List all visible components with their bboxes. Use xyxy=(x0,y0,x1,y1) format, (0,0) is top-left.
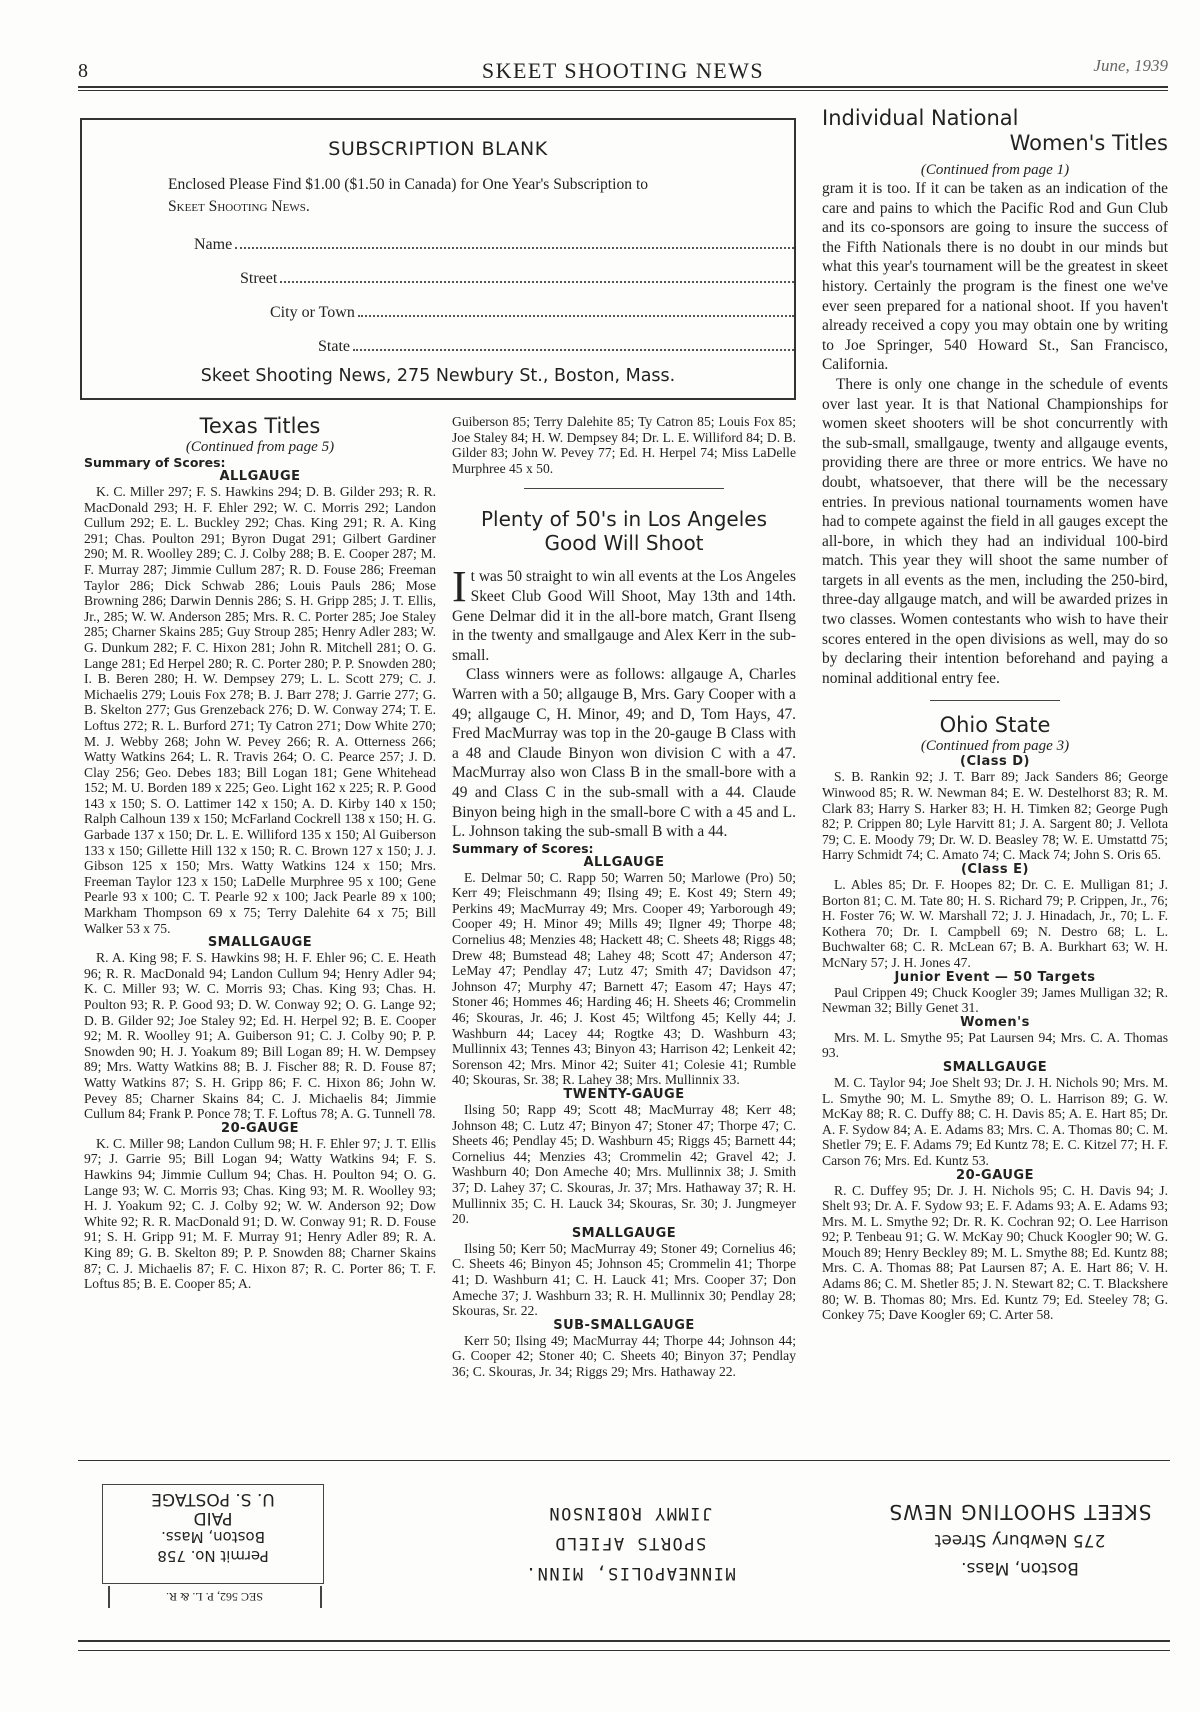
womens-title-line-2: Women's Titles xyxy=(1009,131,1168,155)
header-rule xyxy=(78,86,1168,91)
la-title: Plenty of 50's in Los Angeles Good Will Shoot xyxy=(480,507,768,556)
la-smallgauge-scores: Ilsing 50; Kerr 50; MacMurray 49; Stoner 49; Cornelius 46; C. Sheets 46; Binyon 45; Johnson 45; Crommelin 41; Thorpe 41; D. Washburn 41; C. H. Lauck 41; Mrs. Cooper 37; Don Ameche 37; J. Washburn 33; R. H. Mullinnix 30; Pendlay 28; Skouras, Sr. 22. xyxy=(452,1240,796,1319)
subscription-heading: SUBSCRIPTION BLANK xyxy=(328,138,548,160)
postal-section-label: SEC 562, P. L. & R. xyxy=(108,1586,322,1608)
ohio-title: Ohio State xyxy=(939,713,1051,738)
publication-name: Skeet Shooting News. xyxy=(168,198,310,215)
womens-paragraph-1: gram it is too. If it can be taken as an indication of the care and pains to which the Pacific Rod and Gun Club and its co-sponsors are going to insure the success of the Fifth Nationals there is no doubt in our minds but what this year's tournament will be the greatest in skeet history. Certainly the program is the finest one we've ever seen prepared for a national shoot. If you haven't already received a copy you may obtain one by writing to Joe Springer, 540 Howard St., San Francisco, California. xyxy=(822,180,1168,374)
texas-allgauge-label: ALLGAUGE xyxy=(219,469,301,484)
la-paragraph-2: Class winners were as follows: allgauge A, Charles Warren with a 50; allgauge B, Mrs. Gary Cooper with a 49; allgauge C, H. Minor, 49; and D, Tom Hays, 47. Fred MacMurray was top in the 20-gauge B Class with a 48 and Claude Binyon won division C with a 47. MacMurray also won Class B in the small-bore with a 49 and Class C in the sub-small with a 44. Claude Binyon being high in the small-bore C with a 45 and L. L. Johnson taking the sub-small B with a 44. xyxy=(452,666,796,841)
column-2 xyxy=(452,414,796,1380)
ohio-class-e-label: (Class E) xyxy=(960,862,1030,877)
mailing-panel-rule xyxy=(78,1460,1170,1461)
la-allgauge-scores: E. Delmar 50; C. Rapp 50; Warren 50; Marlowe (Pro) 50; Kerr 49; Fleischmann 49; Ilsing 49; E. Kost 49; Stern 49; Perkins 49; MacMurray 49; Mrs. Cooper 49; Yarborough 49; Cooper 49; H. Minor 49; Mills 49; Ilgner 49; Thorpe 48; Cornelius 48; Menzies 48; Hackett 48; C. Sheets 48; Riggs 48; Drew 48; Bumstead 48; Lahey 48; Scott 47; Anderson 47; LeMay 47; Pendlay 47; Lutz 47; Smith 47; Davidson 47; Johnson 47; Murphy 47; Barnett 47; Easom 47; Hays 47; Stoner 46; Hommes 46; Harding 46; H. Sheets 46; Crommelin 46; Skouras, Jr. 46; J. Kost 45; Wiltfong 45; Kelly 44; J. Washburn 44; Lacey 44; Rogtke 43; D. Washburn 43; Mullinnix 43; Tennes 43; Binyon 43; Harrison 42; Lenkeit 42; Sorenson 42; Mrs. Minor 42; Suiter 41; Colesie 41; Rumble 40; Skouras, Sr. 38; R. Lahey 38; Mrs. Mullinnix 33. xyxy=(452,869,796,1088)
footer-rule-thin xyxy=(78,1650,1170,1651)
mailing-label-address: MINNEAPOLIS, MINN. SPORTS AFIELD JIMMY ROBINSON xyxy=(524,1503,736,1583)
page-header xyxy=(78,52,1168,86)
state-field[interactable]: State xyxy=(318,338,794,356)
la-twenty-label: TWENTY-GAUGE xyxy=(563,1087,685,1102)
texas-smallgauge-label: SMALLGAUGE xyxy=(207,935,313,951)
column-3 xyxy=(822,106,1168,1323)
ohio-junior-scores: Paul Crippen 49; Chuck Koogler 39; James Mulligan 32; R. Newman 32; Billy Genet 31. xyxy=(822,984,1168,1016)
la-smallgauge-label: SMALLGAUGE xyxy=(571,1225,677,1241)
ohio-junior-label: Junior Event — 50 Targets xyxy=(894,969,1096,985)
mailing-panel xyxy=(90,1480,1170,1625)
texas-twenty-scores: K. C. Miller 98; Landon Cullum 98; H. F. Ehler 97; J. T. Ellis 97; J. Garrie 95; Bill Logan 94; Watty Watkins 94; F. S. Hawkins 94; Jimmie Cullum 94; Chas. H. Poulton 94; O. G. Lange 93; W. C. Morris 93; Chas. King 93; M. R. Woolley 93; H. J. Yoakum 92; C. J. Colby 92; W. W. Anderson 92; Dow White 92; R. R. MacDonald 91; D. W. Conway 91; R. D. Fouse 91; S. H. Gripp 91; M. F. Murray 91; Henry Adler 89; R. A. King 89; G. B. Skelton 89; P. P. Snowden 88; Charner Skains 87; C. J. Michaelis 87; F. C. Hixon 87; R. C. Porter 86; T. F. Loftus 85; B. E. Cooper 85; A. xyxy=(84,1135,436,1292)
ohio-class-e-scores: L. Ables 85; Dr. F. Hoopes 82; Dr. C. E. Mulligan 81; J. Borton 81; C. M. Tate 80; H. S. Richard 79; P. Crippen, Jr., 76; H. Foster 76; W. W. Marshall 72; J. J. Hinadach, Jr., 70; L. F. Kothera 70; Dr. I. Campbell 69; N. Destro 68; L. L. Buchwalter 68; C. R. McLean 67; B. A. Burkhart 63; W. H. McNary 57; J. H. Jones 47. xyxy=(822,877,1168,970)
footer-rule xyxy=(78,1640,1170,1642)
ohio-smallgauge-scores: M. C. Taylor 94; Joe Shelt 93; Dr. J. H. Nichols 90; Mrs. M. L. Smythe 90; M. L. Smythe 89; O. L. Harrison 89; G. W. McKay 88; R. C. Duffy 88; C. H. Davis 85; A. E. Hart 85; Dr. A. F. Sydow 84; A. E. Adams 83; Mrs. C. A. Thomas 80; C. M. Shetler 79; E. F. Adams 79; Ed Kuntz 78; E. C. Kitzel 77; H. F. Carson 76; Mrs. Ed. Kuntz 53. xyxy=(822,1074,1168,1168)
texas-smallgauge-scores: R. A. King 98; F. S. Hawkins 98; H. F. Ehler 96; C. E. Heath 96; R. R. MacDonald 94; Landon Cullum 94; Henry Adler 94; K. C. Miller 93; W. C. Morris 93; Chas. King 93; Chas. H. Poulton 93; R. P. Good 93; D. W. Conway 92; O. G. Lange 92; D. B. Gilder 92; Joe Staley 92; Ed. H. Herpel 92; B. E. Cooper 92; M. R. Woolley 91; A. Guiberson 91; C. J. Colby 90; P. P. Snowden 90; H. J. Yoakum 89; Bill Logan 89; H. W. Dempsey 89; Mrs. Watty Watkins 88; B. J. Fischer 88; R. D. Fouse 87; Watty Watkins 87; S. H. Gripp 86; F. C. Hixon 86; John W. Pevey 85; Charner Skains 84; C. J. Michaelis 84; Jimmie Cullum 84; Frank P. Ponce 78; T. F. Loftus 78; A. G. Tunnell 78. xyxy=(84,950,436,1122)
page-number: 8 xyxy=(78,60,88,82)
issue-date: June, 1939 xyxy=(1093,56,1168,75)
city-field[interactable]: City or Town xyxy=(270,304,794,322)
ohio-women-label: Women's xyxy=(960,1014,1030,1030)
la-paragraph-1: It was 50 straight to win all events at the Los Angeles Skeet Club Good Will Shoot, May 13th and 14th. Gene Delmar did it in the all-bore match, Grant Ilseng in the twenty and smallgauge and Alex Kerr in the sub-small. xyxy=(452,562,796,664)
texas-continued: (Continued from page 5) xyxy=(185,439,335,455)
texas-twenty-scores-continued: Guiberson 85; Terry Dalehite 85; Ty Catron 85; Louis Fox 85; Joe Staley 84; H. W. Dempsey 84; Dr. L. E. Williford 84; D. B. Gilder 83; John W. Pevey 77; Ed. H. Herpel 74; Miss LaDelle Murphree 45 x 50. xyxy=(452,414,796,476)
subscription-blank xyxy=(80,118,796,400)
texas-twenty-label: 20-GAUGE xyxy=(221,1120,299,1136)
womens-continued: (Continued from page 1) xyxy=(920,162,1070,178)
divider xyxy=(930,700,1060,701)
ohio-class-d-label: (Class D) xyxy=(960,754,1030,770)
womens-paragraph-2: There is only one change in the schedule of events over last year. It is that National Championships for women skeet shooters will be shot concurrently with the sub-small, smallgauge, twenty and allgauge events, providing there are three or more entrics. We have no doubt, whatsoever, that there will be the necessary entries. In previous national tournaments women have had to compete against the field in all gauges except the all-bore, in which they had an individual 100-bird match. This year they will shoot the same number of targets in all events as the men, including the 250-bird, three-day allgauge match, and will be awarded prizes in two classes. Women contestants who wish to have their scores entered in the open divisions as well, may do so by declaring their intention beforehand and paying a nominal additional entry fee. xyxy=(822,375,1168,687)
womens-title-line-1: Individual National xyxy=(822,106,1019,130)
ohio-smallgauge-label: SMALLGAUGE xyxy=(942,1059,1048,1075)
texas-title: Texas Titles xyxy=(199,414,321,438)
texas-allgauge-scores: K. C. Miller 297; F. S. Hawkins 294; D. B. Gilder 293; R. R. MacDonald 293; H. F. Ehler 292; W. C. Morris 292; Landon Cullum 292; E. L. Buckley 292; Chas. King 291; R. A. King 291; Chas. Poulton 291; Byron Dugat 291; Gilbert Gardiner 290; M. R. Woolley 289; C. J. Colby 288; B. E. Cooper 287; M. F. Murray 287; Jimmie Cullum 287; R. D. Fouse 286; Freeman Taylor 286; Dick Schwab 286; Louis Pauls 286; Mose Browning 286; Darwin Dennis 286; S. H. Gripp 285; J. T. Ellis, Jr., 285; W. W. Anderson 285; Mrs. R. C. Porter 285; Joe Staley 285; Charner Skains 285; Guy Stroup 285; Henry Adler 283; W. G. Dunkum 282; F. C. Hixon 281; John R. Mitchell 281; O. G. Lange 281; Ed Herpel 280; R. C. Porter 280; P. P. Snowden 280; I. B. Beren 280; H. W. Dempsey 279; L. L. Scott 279; C. J. Michaelis 279; Louis Fox 278; B. J. Barr 278; J. Garrie 277; G. B. Skelton 277; Gus Grenzeback 276; D. W. Conway 274; T. E. Loftus 272; R. L. Burford 271; Ty Catron 271; Dow White 270; M. J. Webby 268; John W. Pevey 266; R. A. Otterness 266; Watty Watkins 264; L. R. Travis 264; O. C. Pearce 257; J. D. Clay 256; Geo. Debes 183; Bill Logan 181; Gene Whitehead 152; M. U. Borden 189 x 225; Geo. Light 162 x 225; R. P. Good 143 x 150; S. O. Lattimer 142 x 150; A. D. Kirby 140 x 150; Ralph Calhoun 139 x 150; McFarland Cockrell 138 x 150; H. G. Garbade 137 x 150; Dr. L. E. Williford 135 x 150; Al Guiberson 133 x 150; Gillette Hill 132 x 150; R. C. Brown 127 x 150; J. J. Gibson 125 x 150; Mrs. Watty Watkins 124 x 150; Mrs. Freeman Taylor 123 x 150; LaDelle Murphree 95 x 100; Gene Pearle 93 x 100; C. T. Pearle 92 x 100; Jack Pearle 89 x 100; Markham Thompson 69 x 75; Terry Dalehite 64 x 75; Bill Walker 53 x 75. xyxy=(84,484,436,936)
subscription-address: Skeet Shooting News, 275 Newbury St., Boston, Mass. xyxy=(200,366,676,386)
street-field[interactable]: Street xyxy=(240,270,794,288)
la-subsmall-label: SUB-SMALLGAUGE xyxy=(553,1317,695,1333)
postage-permit-box: Permit No. 758 Boston, Mass. PAID U. S. POSTAGE xyxy=(102,1484,324,1584)
subscription-enclosed-text: Enclosed Please Find $1.00 ($1.50 in Canada) for One Year's Subscription to Skeet Shooting News. xyxy=(168,176,649,215)
divider xyxy=(524,488,724,489)
masthead-title: SKEET SHOOTING NEWS xyxy=(481,58,765,83)
ohio-women-scores: Mrs. M. L. Smythe 95; Pat Laursen 94; Mrs. C. A. Thomas 93. xyxy=(822,1029,1168,1061)
la-subsmall-scores: Kerr 50; Ilsing 49; MacMurray 44; Thorpe 44; Johnson 44; G. Cooper 42; Stoner 40; C. Sheets 40; Binyon 37; Pendlay 36; C. Skouras, Jr. 34; Riggs 29; Mrs. Hathaway 22. xyxy=(452,1332,796,1379)
la-allgauge-label: ALLGAUGE xyxy=(583,854,665,870)
texas-summary-label: Summary of Scores: xyxy=(84,455,226,470)
ohio-continued: (Continued from page 3) xyxy=(920,738,1070,755)
return-address: Boston, Mass. 275 Newbury Street SKEET SHOOTING NEWS xyxy=(888,1500,1152,1578)
la-twenty-scores: Ilsing 50; Rapp 49; Scott 48; MacMurray 48; Kerr 48; Johnson 48; C. Lutz 47; Binyon 47; Stoner 47; Thorpe 47; C. Sheets 46; Pendlay 45; D. Washburn 45; Riggs 45; Barnett 44; Cornelius 44; Menzies 43; Crommelin 42; Gravel 42; J. Washburn 40; Don Ameche 40; Mrs. Mullinnix 38; J. Smith 37; D. Lahey 37; C. Skouras, Jr. 37; Mrs. Hathaway 37; R. H. Mullinnix 35; C. H. Lauck 34; Skouras, Sr. 30; J. Jungmeyer 20. xyxy=(452,1102,796,1227)
ohio-twenty-label: 20-GAUGE xyxy=(956,1167,1034,1183)
ohio-class-d-scores: S. B. Rankin 92; J. T. Barr 89; Jack Sanders 86; George Winwood 85; R. W. Newman 84; E. W. Destelhorst 83; R. M. Clark 83; Harry S. Harker 83; H. H. Timken 82; George Pugh 82; P. Crippen 80; Lyle Harvitt 81; J. A. Sargent 80; J. Vellota 79; C. E. Moody 79; Dr. W. D. Beasley 78; W. E. Umstattd 75; Harry Schmidt 74; C. Amato 74; C. Mack 74; John S. Oris 65. xyxy=(822,769,1168,863)
la-summary-label: Summary of Scores: xyxy=(452,840,594,856)
texas-titles-article xyxy=(84,414,436,1292)
ohio-twenty-scores: R. C. Duffey 95; Dr. J. H. Nichols 95; C. H. Davis 94; J. Shelt 93; Dr. A. F. Sydow 93; E. F. Adams 93; A. E. Adams 93; Mrs. M. L. Smythe 92; Dr. R. K. Cochran 92; O. Lee Harrison 92; P. Tenbeau 91; G. W. McKay 90; Chuck Koogler 90; W. G. Mouch 89; Henry Beckley 89; M. L. Smythe 88; Ed. Kuntz 88; Mrs. C. A. Thomas 88; Pat Laursen 87; A. E. Hart 86; V. H. Adams 86; C. M. Shetler 85; J. N. Stewart 82; C. T. Blackshere 80; W. B. Thomas 80; Mrs. Ed. Kuntz 79; Ed. Steeley 78; G. Conkey 75; Dave Koogler 69; C. Arter 58. xyxy=(822,1182,1168,1323)
name-field[interactable]: Name xyxy=(194,236,794,254)
